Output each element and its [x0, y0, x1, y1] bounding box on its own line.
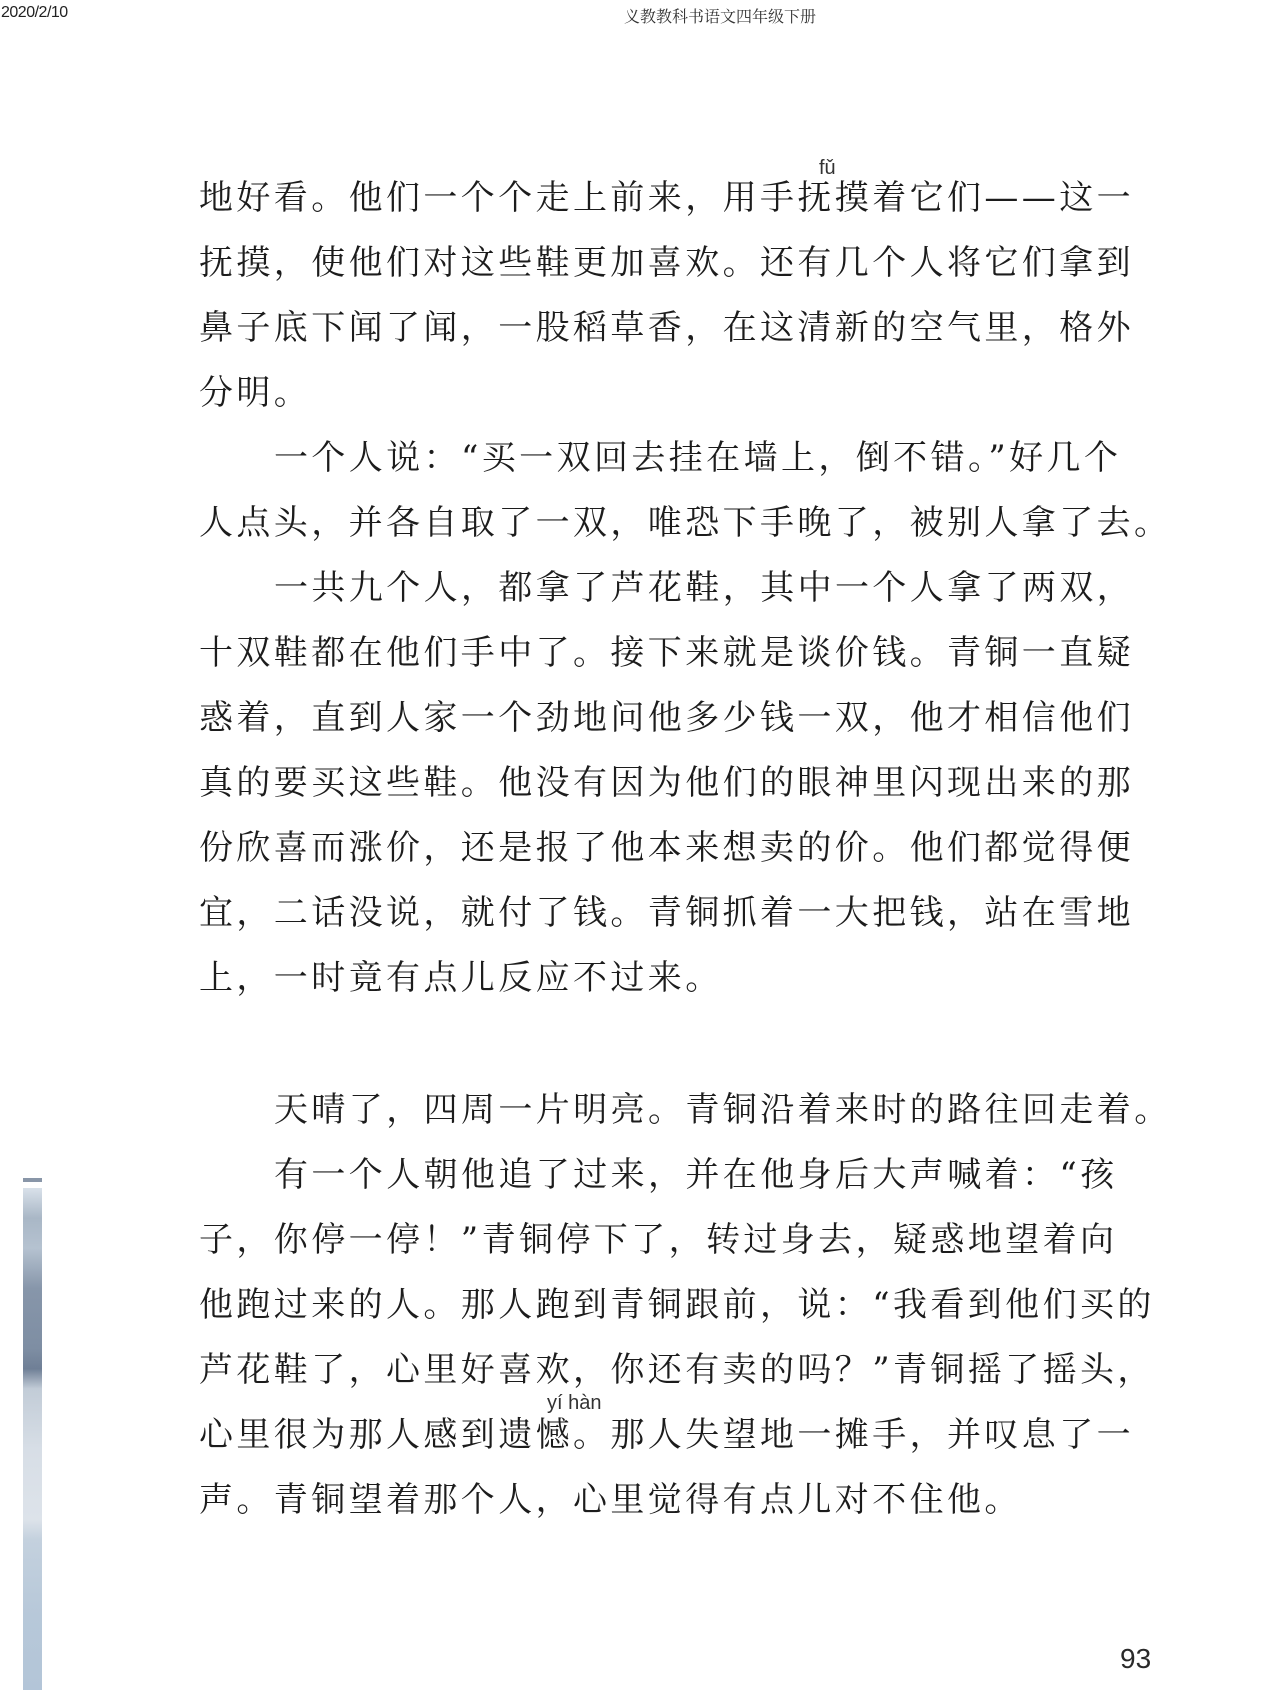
text-line: 子，你停一停！”青铜停下了，转过身去，疑惑地望着向: [199, 1220, 1118, 1260]
page-edge-decoration: [23, 1188, 42, 1690]
text-line: 惑着，直到人家一个劲地问他多少钱一双，他才相信他们: [199, 698, 1134, 738]
text-line: 他跑过来的人。那人跑到青铜跟前，说：“我看到他们买的: [199, 1285, 1155, 1325]
paragraph-5: [199, 1143, 1159, 1533]
page-edge-decoration-cap: [23, 1178, 42, 1182]
document-title: 义教教科书语文四年级下册: [624, 7, 817, 26]
text-line: 宜，二话没说，就付了钱。青铜抓着一大把钱，站在雪地: [199, 893, 1134, 933]
text-line: 十双鞋都在他们手中了。接下来就是谈价钱。青铜一直疑: [199, 633, 1134, 673]
paragraph-2: [199, 426, 1172, 556]
text-line: 芦花鞋了，心里好喜欢，你还有卖的吗？”青铜摇了摇头，: [199, 1350, 1155, 1390]
text-line: 真的要买这些鞋。他没有因为他们的眼神里闪现出来的那: [199, 763, 1134, 803]
pinyin-annotation: yí hàn: [547, 1392, 602, 1414]
pinyin-annotation: fǔ: [819, 157, 836, 179]
text-line: [199, 1392, 1159, 1468]
print-date: 2020/2/10: [1, 4, 68, 21]
text-line: 鼻子底下闻了闻，一股稻草香，在这清新的空气里，格外: [199, 308, 1134, 348]
text-line: 份欣喜而涨价，还是报了他本来想卖的价。他们都觉得便: [199, 828, 1134, 868]
text-line: 一个人说：“买一双回去挂在墙上，倒不错。”好几个: [274, 438, 1122, 478]
text-line: 人点头，并各自取了一双，唯恐下手晚了，被别人拿了去。: [199, 503, 1172, 543]
text-line: 天晴了，四周一片明亮。青铜沿着来时的路往回走着。: [274, 1090, 1172, 1130]
paragraph-1: [199, 157, 1159, 426]
print-header: [0, 0, 1280, 30]
textbook-page-body: [199, 157, 1172, 1533]
text-line: 声。青铜望着那个人，心里觉得有点儿对不住他。: [199, 1480, 1022, 1520]
paragraph-3: [199, 556, 1159, 1011]
text-line: 上，一时竟有点儿反应不过来。: [199, 958, 723, 998]
text-line: 有一个人朝他追了过来，并在他身后大声喊着：“孩: [274, 1155, 1118, 1195]
text-line-content: 地好看。他们一个个走上前来，用手抚摸着它们——这一: [199, 178, 1134, 218]
text-line: 抚摸，使他们对这些鞋更加喜欢。还有几个人将它们拿到: [199, 243, 1134, 283]
section-break: [199, 1011, 1159, 1078]
text-line: 一共九个人，都拿了芦花鞋，其中一个人拿了两双，: [274, 568, 1135, 608]
text-line-content: 心里很为那人感到遗憾。那人失望地一摊手，并叹息了一: [199, 1415, 1134, 1455]
text-line: [199, 157, 1159, 231]
paragraph-4: [199, 1078, 1172, 1143]
page-number: 93: [1120, 1643, 1152, 1674]
text-line: 分明。: [199, 373, 312, 413]
